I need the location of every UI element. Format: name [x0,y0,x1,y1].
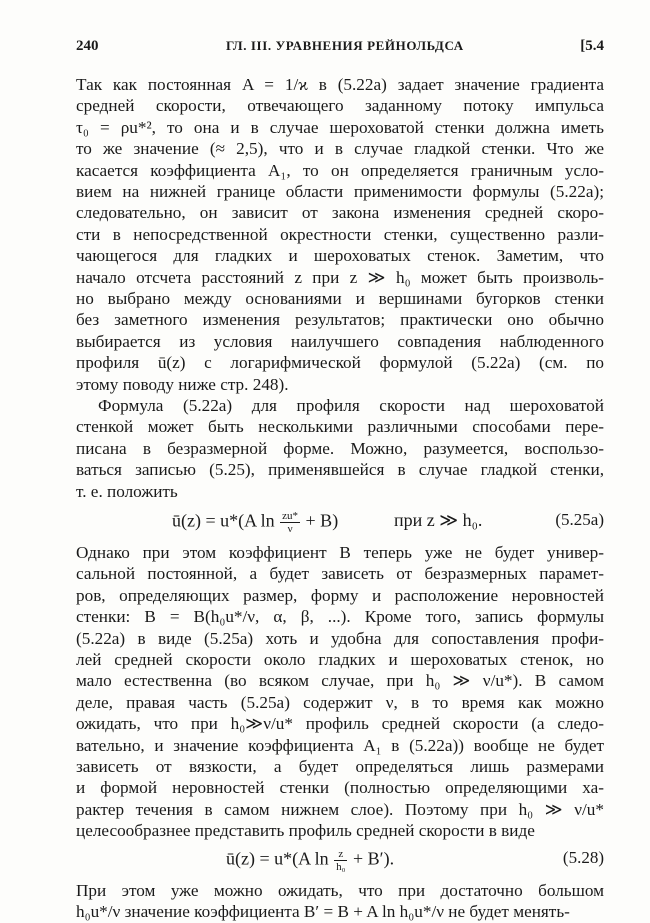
text-line: целесообразнее представить профиль средней скорости в виде [76,821,535,841]
running-header [76,38,604,62]
equation-number: (5.25a) [555,510,604,529]
equation-5-28 [76,844,604,878]
text-line: начало отсчета расстояний z при z ≫ h₀ может быть произволь- [76,267,604,287]
equation-condition: при z ≫ h₀. [394,510,483,530]
equation-body [172,510,338,535]
text-line: Формула (5.22a) для профиля скорости над шероховатой [98,396,604,415]
text-line: сти в непосредственной окрестности стенки, существенно разли- [76,224,604,244]
equation-body [226,848,394,873]
equation-rhs: + B′). [352,848,395,869]
text-line: h₀u*/ν значение коэффициента B′ = B + A ln h₀u*/ν не будет менять- [76,902,570,921]
text-line: этому поводу ниже стр. 248). [76,374,289,394]
chapter-title: ГЛ. III. УРАВНЕНИЯ РЕЙНОЛЬДСА [226,38,464,53]
equation-5-25a [76,504,604,540]
text-line: деле, правая часть (5.25a) содержит ν, в то время как можно [76,692,604,712]
section-number: [5.4 [580,38,604,54]
text-line: т. е. положить [76,481,178,501]
text-line: вательно, и значение коэффициента A₁ в (5.22a)) вообще не будет [76,735,604,755]
text-line: писана в безразмерной форме. Можно, разумеется, воспользо- [76,438,604,458]
text-line: ожидать, что при h₀≫ν/u* профиль средней скорости (а следо- [76,714,604,734]
equation-lhs: ū(z) = u*(A ln [172,510,275,531]
equation-rhs: + B) [305,510,339,531]
fraction-numerator: z [334,848,347,861]
fraction-denominator: ν [287,523,293,535]
text-line: чающегося для гладких и шероховатых стенок. Заметим, что [76,246,604,266]
text-line: При этом уже можно ожидать, что при достаточно большом [76,880,604,900]
equation-fraction [334,848,347,873]
text-line: без заметного изменения результатов; практически оно обычно [76,310,604,330]
text-line: то же значение (≈ 2,5), что и в случае гладкой стенки. Что же [76,139,604,159]
text-line: касается коэффициента A₁, то он определяется граничным усло- [76,160,604,180]
text-line: лей средней скорости около гладких и шероховатых стенок, но [76,650,604,669]
text-line: но выбрано между основаниями и вершинами бугорков стенки [76,289,604,308]
equation-fraction [280,510,300,535]
text-line: и формой неровностей стенки (полностью определяющими ха- [76,778,604,798]
text-line: стенкой может быть несколькими различными способами пере- [76,417,604,437]
fraction-denominator: h₀ [336,860,346,873]
text-line: следовательно, он зависит от закона изменения средней скоро- [76,203,604,223]
page-number: 240 [76,38,99,54]
text-line: вием на нижней границе области применимости формулы (5.22a); [76,182,604,201]
fraction-numerator: zu* [282,510,299,522]
text-line: профиля ū(z) с логарифмической формулой (5.22a) (см. по [76,353,604,373]
text-line: (5.22a) в виде (5.25a) хоть и удобна для сопоставления профи- [76,628,604,648]
text-line: ваться записью (5.25), применявшейся в случае гладкой стенки, [76,460,604,480]
text-line: выбирается из условия наилучшего совпадения наблюденного [76,331,604,351]
equation-number: (5.28) [562,847,604,867]
text-line: мало естественна (во всяком случае, при h₀ ≫ ν/u*). В самом [76,671,604,691]
text-line: стенки: B = B(h₀u*/ν, α, β, ...). Кроме того, запись формулы [76,607,604,627]
text-line: Однако при этом коэффициент B теперь уже не будет универ- [76,543,604,562]
text-line: рактер течения в самом нижнем слое). Поэтому при h₀ ≫ ν/u* [76,799,604,819]
text-line: ров, определяющих размер, форму и расположение неровностей [76,585,604,605]
equation-lhs: ū(z) = u*(A ln [226,848,329,869]
text-line: Так как постоянная A = 1/ϰ в (5.22a) задает значение градиента [76,75,604,94]
text-line: средней скорости, отвечающего заданному потоку импульса [76,96,604,116]
text-line: сальной постоянной, а будет зависеть от безразмерных парамет- [76,564,604,584]
text-line: τ₀ = ρu*², то она и в случае шероховатой стенки должна иметь [76,117,604,137]
text-line: зависеть от вязкости, а будет определяться лишь размерами [76,757,604,776]
